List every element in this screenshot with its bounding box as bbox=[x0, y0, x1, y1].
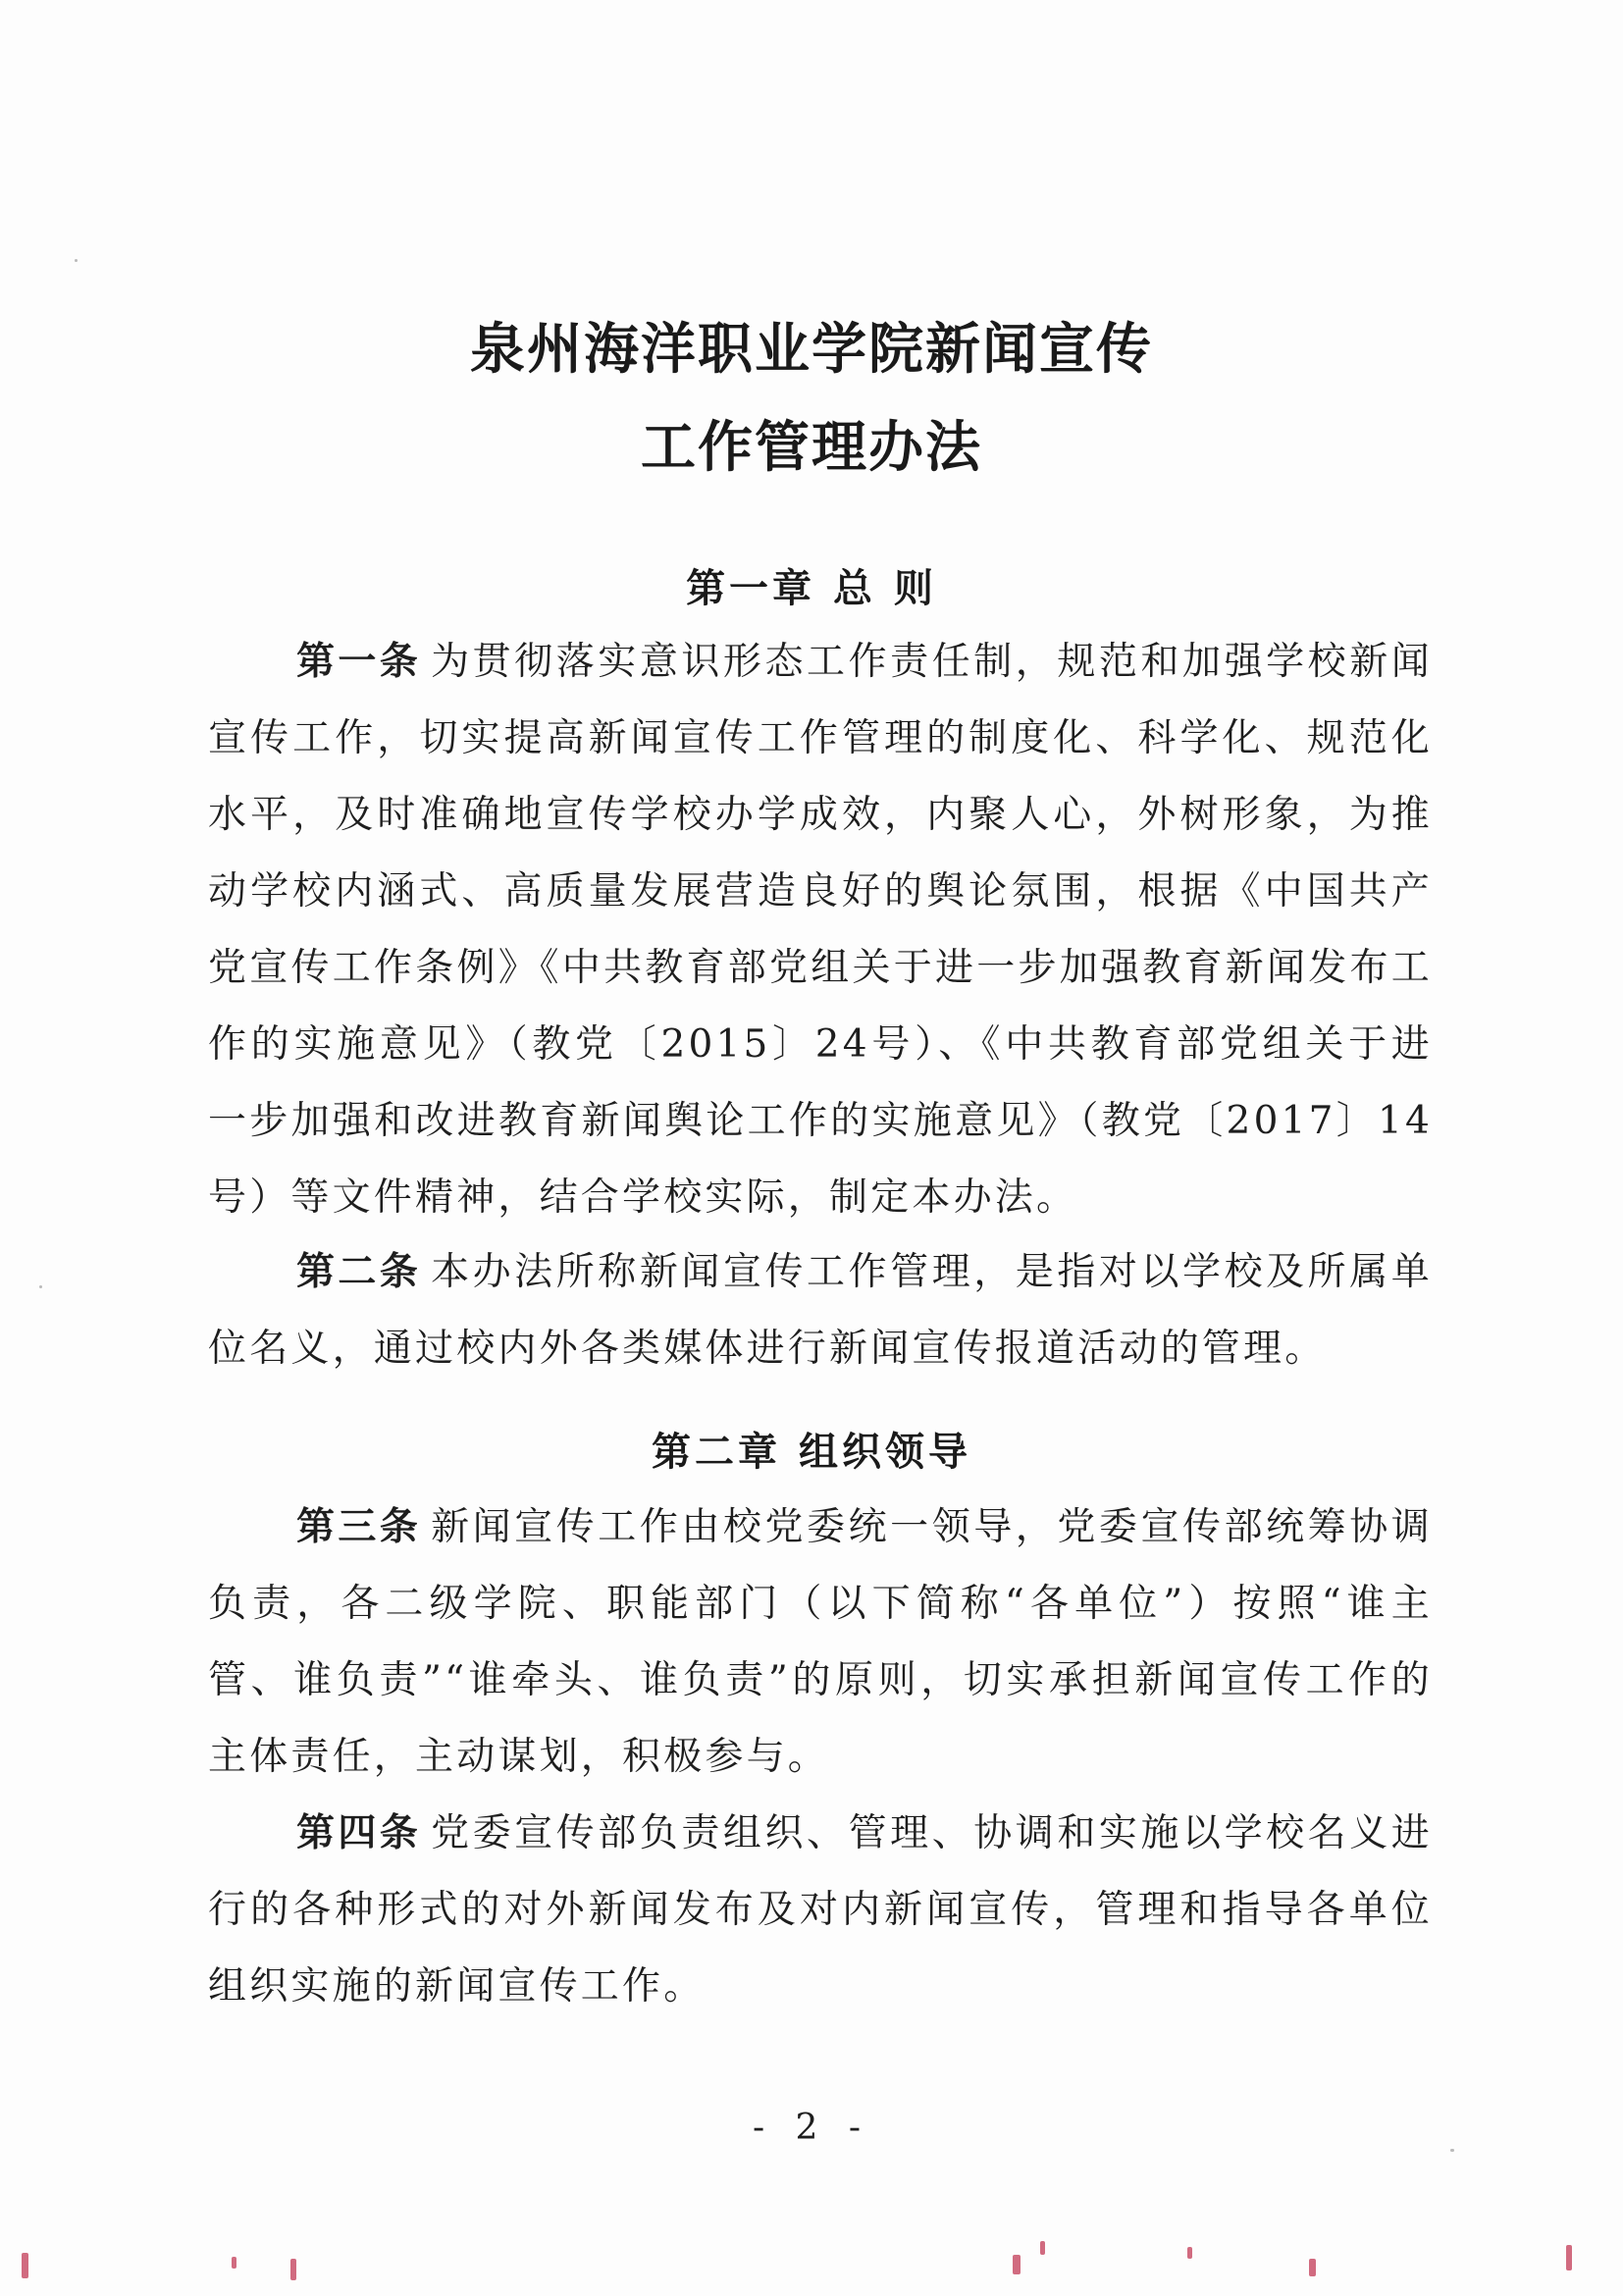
article-text: 本办法所称新闻宣传工作管理，是指对以学校及所属单位名义，通过校内外各类媒体进行新闻宣传报道活动的管理。 bbox=[208, 1250, 1433, 1371]
scan-speck bbox=[39, 1285, 42, 1288]
scan-speck bbox=[75, 259, 78, 262]
chapter-heading-1: 第一章 总 则 bbox=[686, 566, 937, 611]
scan-speck bbox=[1309, 2259, 1316, 2276]
page-number: - 2 - bbox=[752, 2108, 871, 2148]
article-paragraph bbox=[208, 1234, 1433, 1387]
scan-speck bbox=[232, 2257, 236, 2269]
scan-speck bbox=[1040, 2241, 1045, 2255]
article-paragraph bbox=[208, 1489, 1433, 1796]
article-label: 第一条 bbox=[296, 640, 422, 684]
chapter-heading-2: 第二章 组织领导 bbox=[652, 1430, 971, 1475]
scan-speck bbox=[22, 2253, 28, 2278]
article-label: 第四条 bbox=[296, 1811, 422, 1855]
document-title-line-1: 泉州海洋职业学院新闻宣传 bbox=[470, 317, 1153, 382]
scan-speck bbox=[1450, 2149, 1454, 2152]
scan-speck bbox=[290, 2259, 296, 2280]
article-paragraph bbox=[208, 1796, 1433, 2025]
scan-speck bbox=[1013, 2255, 1021, 2274]
document-title-line-2: 工作管理办法 bbox=[641, 415, 982, 480]
article-text: 党委宣传部负责组织、管理、协调和实施以学校名义进行的各种形式的对外新闻发布及对内新闻宣传，管理和指导各单位组织实施的新闻宣传工作。 bbox=[208, 1811, 1433, 2009]
article-paragraph bbox=[208, 624, 1433, 1236]
article-label: 第三条 bbox=[296, 1505, 422, 1549]
article-text: 新闻宣传工作由校党委统一领导，党委宣传部统筹协调负责，各二级学院、职能部门（以下简称“各单位”）按照“谁主管、谁负责”“谁牵头、谁负责”的原则，切实承担新闻宣传工作的主体责任，主动谋划，积极参与。 bbox=[208, 1505, 1433, 1779]
scan-speck bbox=[1566, 2245, 1572, 2270]
scan-speck bbox=[1187, 2247, 1192, 2259]
article-label: 第二条 bbox=[296, 1250, 422, 1294]
article-text: 为贯彻落实意识形态工作责任制，规范和加强学校新闻宣传工作，切实提高新闻宣传工作管理的制度化、科学化、规范化水平，及时准确地宣传学校办学成效，内聚人心，外树形象，为推动学校内涵式、高质量发展营造良好的舆论氛围，根据《中国共产党宣传工作条例》《中共教育部党组关于进一步加强教育新闻发布工作的实施意见》（教党〔2015〕24号）、《中共教育部党组关于进一步加强和改进教育新闻舆论工作的实施意见》（教党〔2017〕14号）等文件精神，结合学校实际，制定本办法。 bbox=[208, 640, 1433, 1220]
